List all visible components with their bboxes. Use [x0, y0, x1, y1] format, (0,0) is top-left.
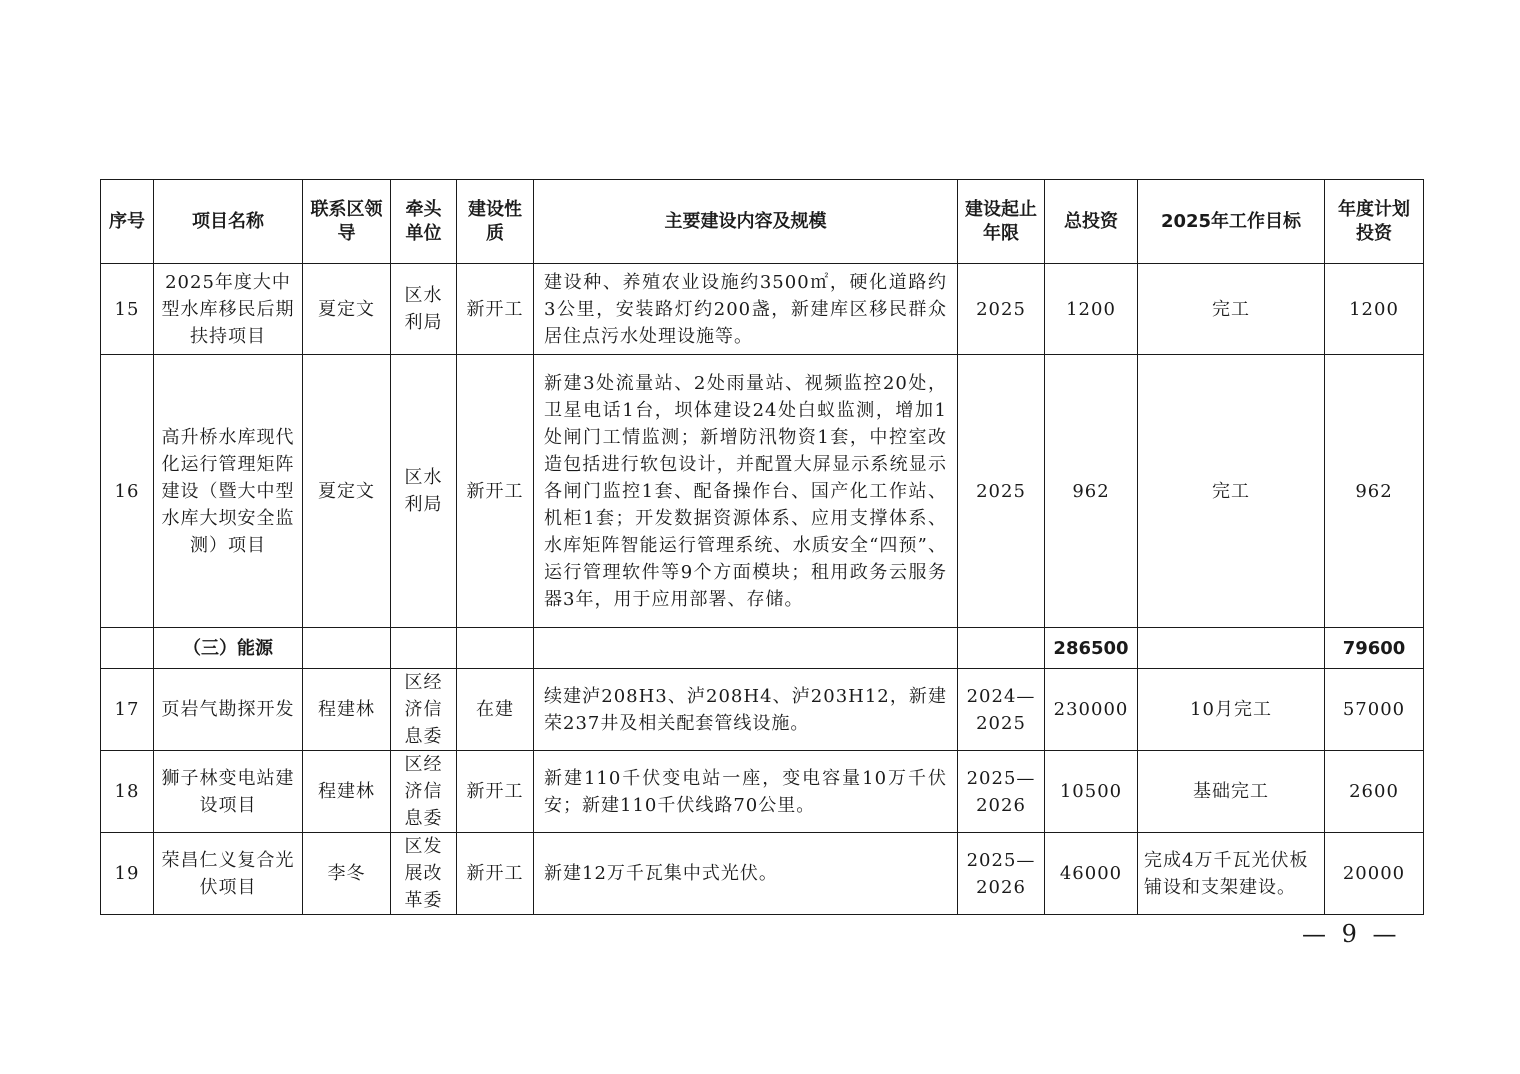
cell-nature: 新开工 [457, 833, 534, 915]
cell-annual: 20000 [1325, 833, 1424, 915]
cell-unit: 区发展改革委 [391, 833, 457, 915]
cell-annual: 2600 [1325, 751, 1424, 833]
cell-name: 页岩气勘探开发 [154, 669, 303, 751]
cell-goal: 10月完工 [1138, 669, 1325, 751]
cell-nature: 新开工 [457, 355, 534, 628]
header-name: 项目名称 [154, 180, 303, 264]
cell-total: 1200 [1045, 264, 1138, 355]
header-goal: 2025年工作目标 [1138, 180, 1325, 264]
table-row [101, 355, 1424, 628]
cell-nature: 在建 [457, 669, 534, 751]
header-nature: 建设性质 [457, 180, 534, 264]
cell-leader: 程建林 [303, 751, 391, 833]
project-table [100, 179, 1424, 915]
cell-seq: 17 [101, 669, 154, 751]
section-annual: 79600 [1325, 628, 1424, 669]
table-row [101, 669, 1424, 751]
section-label: （三）能源 [154, 628, 303, 669]
cell-period: 2025—2026 [958, 751, 1045, 833]
cell-annual: 57000 [1325, 669, 1424, 751]
cell-annual: 1200 [1325, 264, 1424, 355]
cell-goal: 完成4万千瓦光伏板铺设和支架建设。 [1138, 833, 1325, 915]
cell-content: 新建12万千瓦集中式光伏。 [534, 833, 958, 915]
cell-goal: 基础完工 [1138, 751, 1325, 833]
cell-content: 建设种、养殖农业设施约3500㎡，硬化道路约3公里，安装路灯约200盏，新建库区移民群众居住点污水处理设施等。 [534, 264, 958, 355]
cell-period: 2024—2025 [958, 669, 1045, 751]
cell-period: 2025 [958, 355, 1045, 628]
cell-name: 高升桥水库现代化运行管理矩阵建设（暨大中型水库大坝安全监测）项目 [154, 355, 303, 628]
cell-seq: 19 [101, 833, 154, 915]
table-row [101, 264, 1424, 355]
header-content: 主要建设内容及规模 [534, 180, 958, 264]
header-leader: 联系区领导 [303, 180, 391, 264]
section-total: 286500 [1045, 628, 1138, 669]
header-period: 建设起止年限 [958, 180, 1045, 264]
cell-seq: 16 [101, 355, 154, 628]
header-row [101, 180, 1424, 264]
cell-unit: 区水利局 [391, 355, 457, 628]
cell-total: 46000 [1045, 833, 1138, 915]
cell-annual: 962 [1325, 355, 1424, 628]
header-unit: 牵头单位 [391, 180, 457, 264]
cell-total: 10500 [1045, 751, 1138, 833]
cell-unit: 区经济信息委 [391, 669, 457, 751]
cell-total: 230000 [1045, 669, 1138, 751]
cell-period: 2025 [958, 264, 1045, 355]
cell-leader: 程建林 [303, 669, 391, 751]
cell-seq: 15 [101, 264, 154, 355]
cell-content: 新建110千伏变电站一座，变电容量10万千伏安；新建110千伏线路70公里。 [534, 751, 958, 833]
section-row [101, 628, 1424, 669]
cell-goal: 完工 [1138, 355, 1325, 628]
cell-name: 狮子林变电站建设项目 [154, 751, 303, 833]
cell-seq: 18 [101, 751, 154, 833]
header-seq: 序号 [101, 180, 154, 264]
cell-content: 续建泸208H3、泸208H4、泸203H12，新建荣237井及相关配套管线设施。 [534, 669, 958, 751]
cell-nature: 新开工 [457, 264, 534, 355]
cell-leader: 夏定文 [303, 355, 391, 628]
cell-total: 962 [1045, 355, 1138, 628]
cell-leader: 夏定文 [303, 264, 391, 355]
header-annual: 年度计划投资 [1325, 180, 1424, 264]
cell-nature: 新开工 [457, 751, 534, 833]
cell-period: 2025—2026 [958, 833, 1045, 915]
table-row [101, 751, 1424, 833]
cell-goal: 完工 [1138, 264, 1325, 355]
cell-name: 2025年度大中型水库移民后期扶持项目 [154, 264, 303, 355]
cell-unit: 区经济信息委 [391, 751, 457, 833]
cell-unit: 区水利局 [391, 264, 457, 355]
cell-leader: 李冬 [303, 833, 391, 915]
page-number: — 9 — [1302, 920, 1401, 948]
table-row [101, 833, 1424, 915]
cell-name: 荣昌仁义复合光伏项目 [154, 833, 303, 915]
cell-content: 新建3处流量站、2处雨量站、视频监控20处，卫星电话1台，坝体建设24处白蚁监测，增加1处闸门工情监测；新增防汛物资1套，中控室改造包括进行软包设计，并配置大屏显示系统显示各闸门监控1套、配备操作台、国产化工作站、机柜1套；开发数据资源体系、应用支撑体系、水库矩阵智能运行管理系统、水质安全“四预”、运行管理软件等9个方面模块；租用政务云服务器3年，用于应用部署、存储。 [534, 355, 958, 628]
header-total: 总投资 [1045, 180, 1138, 264]
